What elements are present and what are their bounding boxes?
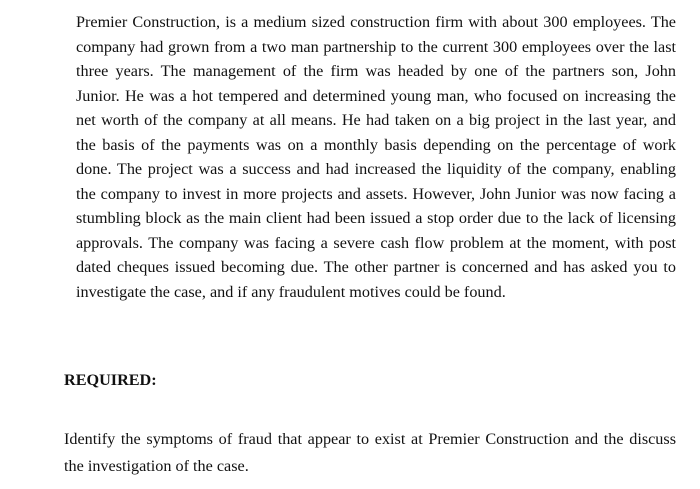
required-question-line-1: Identify the symptoms of fraud that appear to exist at Premier Construction and the discuss [64, 430, 676, 448]
case-study-paragraph [76, 10, 676, 305]
case-study-line-1: Premier Construction, is a medium sized construction firm with about 300 employees. The [76, 13, 676, 31]
case-study-line-11: dated cheques issued becoming due. The other partner is concerned and has asked you to [76, 258, 676, 277]
case-study-line-6: the basis of the payments was on a monthly basis depending on the percentage of work [76, 135, 676, 154]
case-study-line-4: Junior. He was a hot tempered and determined young man, who focused on increasing the [76, 86, 676, 105]
case-study-line-5: net worth of the company at all means. He had taken on a big project in the last year, and [76, 111, 676, 130]
case-study-line-2: company had grown from a two man partnership to the current 300 employees over the last [76, 37, 676, 56]
case-study-line-10: approvals. The company was facing a severe cash flow problem at the moment, with post [76, 233, 676, 252]
case-study-line-9: stumbling block as the main client had been issued a stop order due to the lack of licensing [76, 209, 676, 228]
required-question-line-2: the investigation of the case. [64, 457, 249, 475]
required-question [64, 426, 676, 480]
case-study-line-12: investigate the case, and if any fraudulent motives could be found. [76, 283, 506, 302]
case-study-line-3: three years. The management of the firm was headed by one of the partners son, John [76, 62, 676, 81]
case-study-line-8: the company to invest in more projects and assets. However, John Junior was now facing a [76, 184, 676, 203]
case-study-line-7: done. The project was a success and had increased the liquidity of the company, enabling [76, 160, 676, 179]
required-heading: REQUIRED: [64, 371, 157, 389]
